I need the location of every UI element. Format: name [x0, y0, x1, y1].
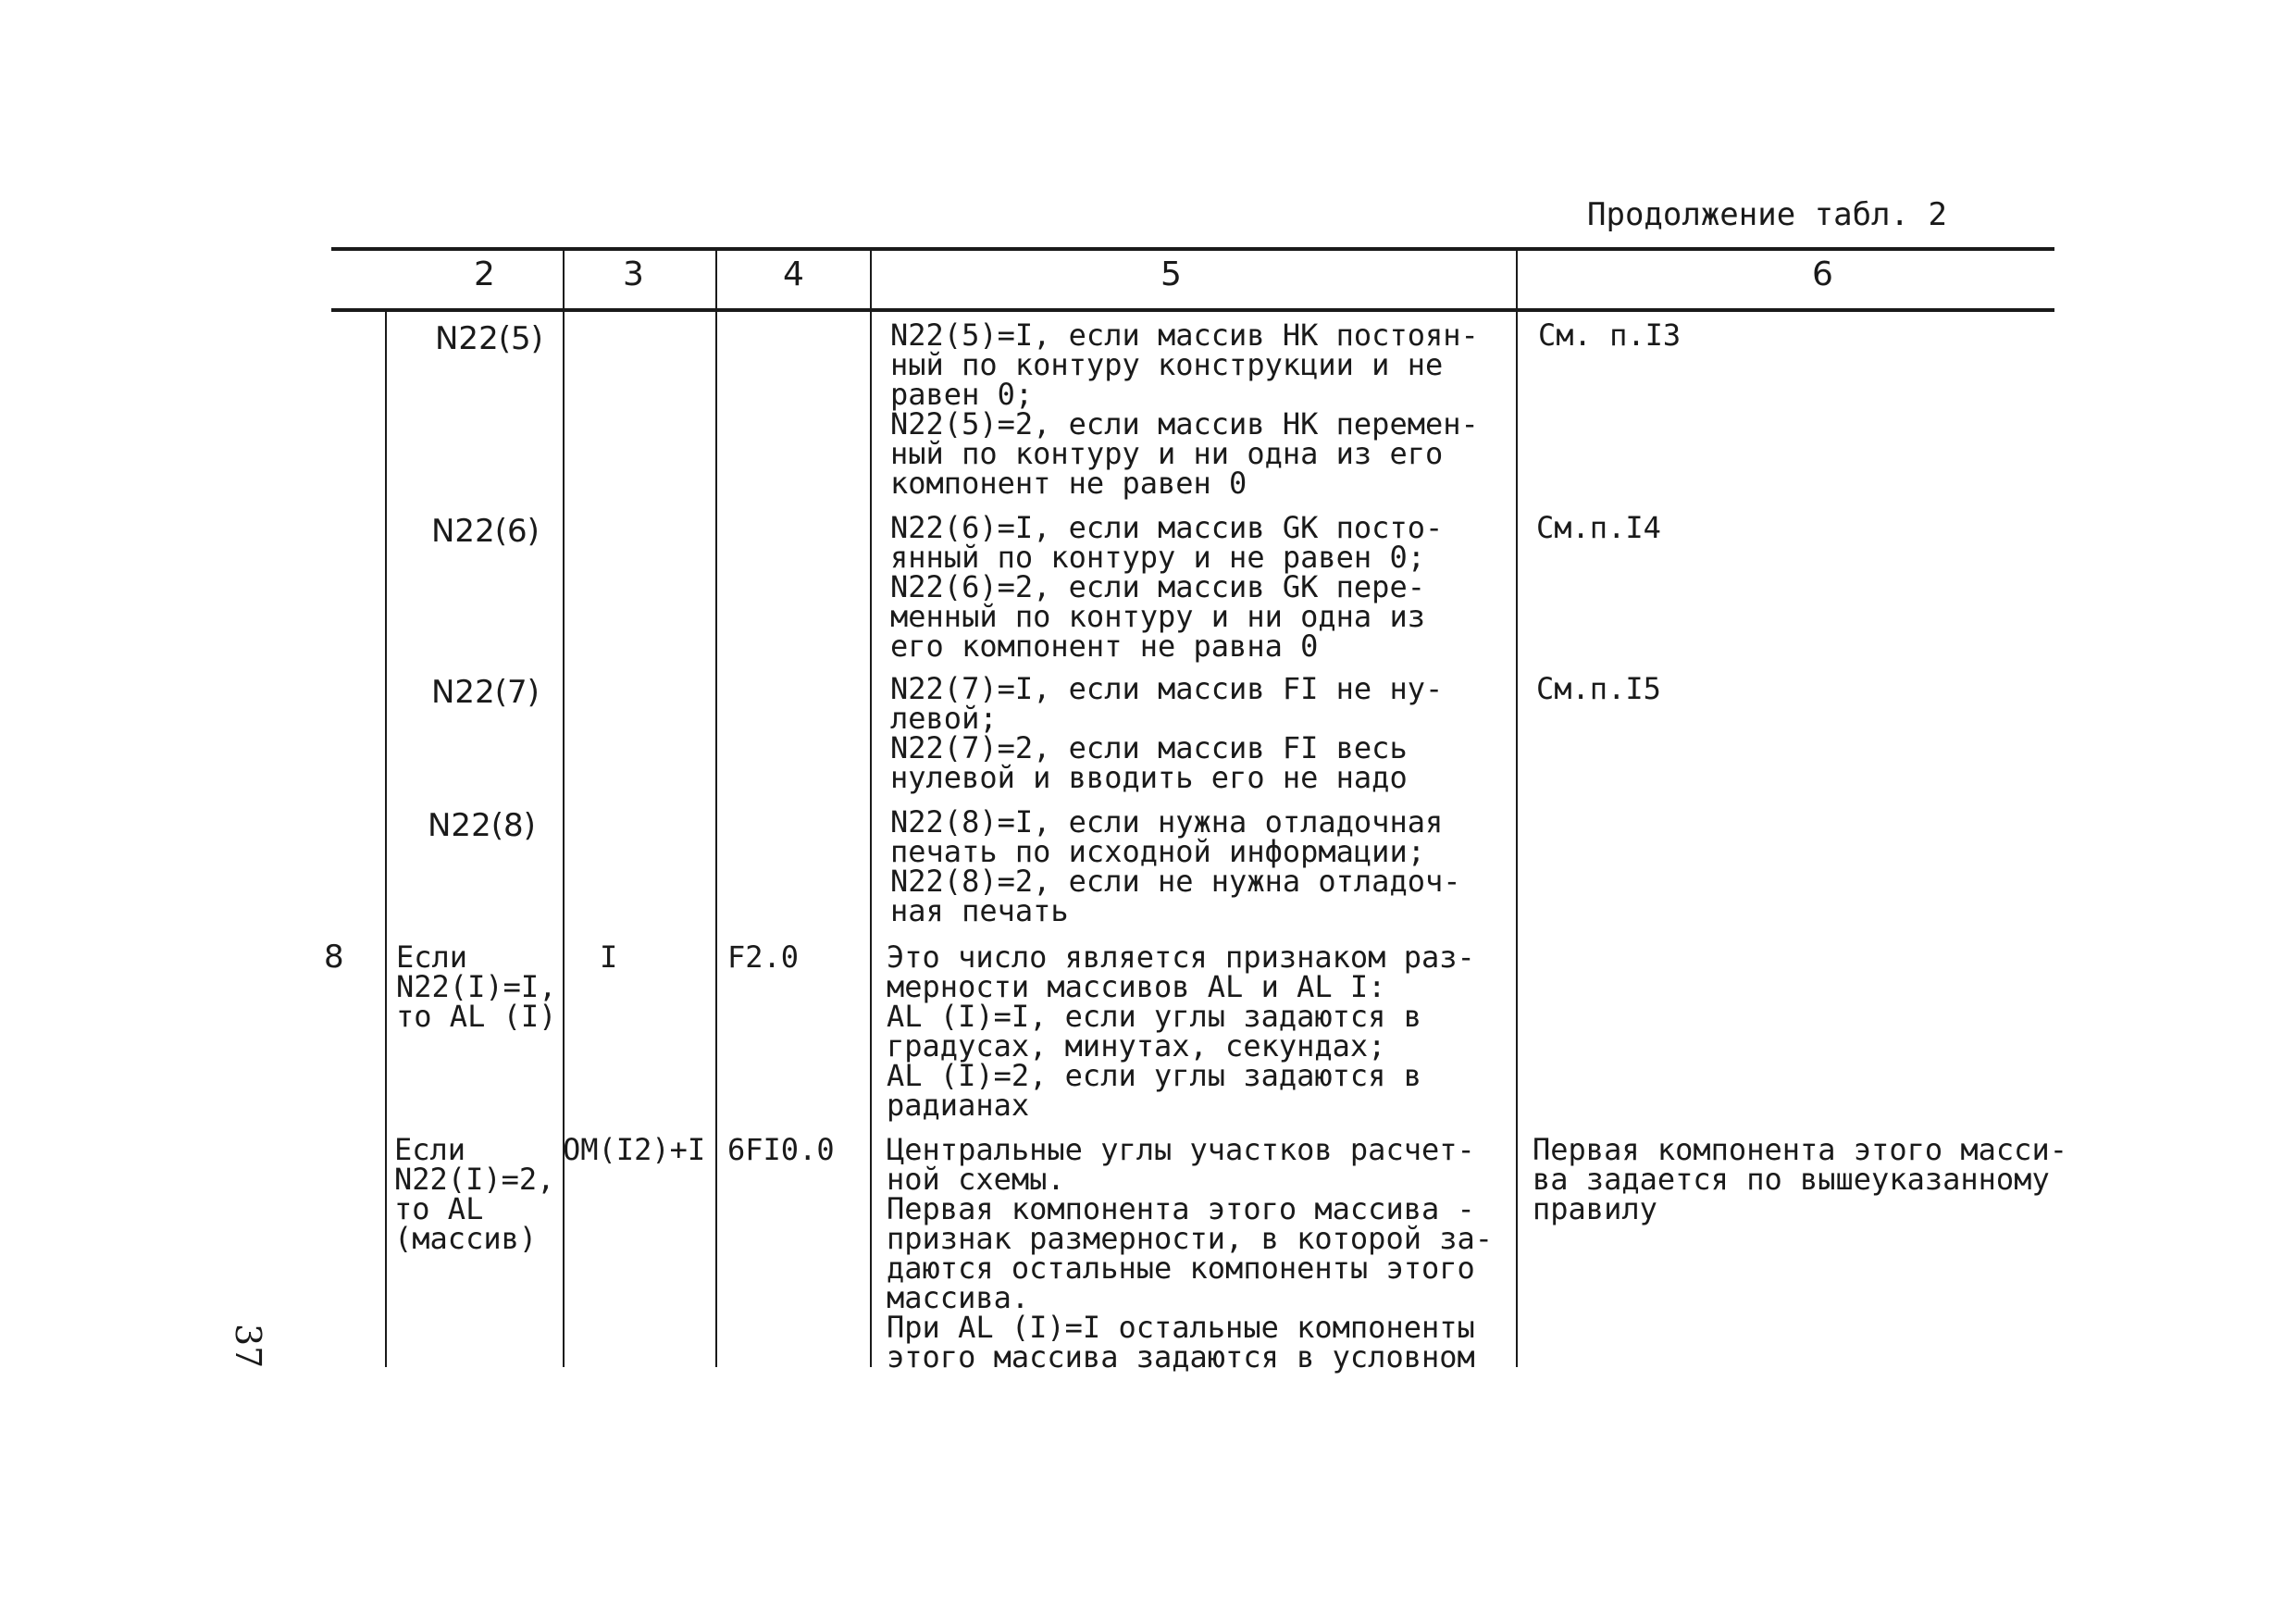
col-divider-3-4: [715, 251, 717, 1367]
col-divider-2-3: [563, 251, 565, 1367]
col-divider-5-6: [1516, 251, 1518, 1367]
row-8-format: F2.0: [727, 939, 800, 975]
row-al-array-param: Если N22(I)=2, то AL (массив): [394, 1132, 555, 1256]
row-8-description: Это число является признаком раз- мерности массивов AL и AL I: AL (I)=I, если углы задаются в градусах, минутах, секундах; AL (I)=2, если углы задаются в радианах: [887, 939, 1475, 1123]
col-divider-4-5: [870, 251, 872, 1367]
row-8-number: 8: [324, 939, 344, 976]
row-n22-8-param: N22(8): [428, 807, 536, 844]
page-number: 37: [228, 1324, 268, 1369]
row-al-array-count: OM(I2)+I: [563, 1132, 706, 1167]
row-8-count: I: [600, 939, 618, 975]
col-header-5: 5: [1160, 255, 1182, 293]
table-top-rule: [331, 247, 2054, 251]
row-n22-6-param: N22(6): [431, 513, 540, 550]
row-al-array-description: Центральные углы участков расчет- ной схемы. Первая компонента этого массива - признак размерности, в которой за- даются остальные компоненты этого массива. При AL (I)=I остальные компоненты этого массива задаются в условном: [887, 1132, 1494, 1374]
row-n22-5-note: См. п.I3: [1538, 317, 1682, 353]
row-n22-7-param: N22(7): [431, 674, 540, 711]
col-header-6: 6: [1812, 255, 1833, 293]
row-n22-5-param: N22(5): [435, 320, 543, 357]
row-8-param: Если N22(I)=I, то AL (I): [396, 939, 557, 1034]
row-n22-7-note: См.п.I5: [1536, 671, 1661, 706]
col-header-3: 3: [623, 255, 644, 293]
row-n22-8-description: N22(8)=I, если нужна отладочная печать по исходной информации; N22(8)=2, если не нужна отладоч- ная печать: [890, 804, 1461, 928]
row-al-array-format: 6FI0.0: [727, 1132, 835, 1167]
row-al-array-note: Первая компонента этого масси- ва задается по вышеуказанному правилу: [1533, 1132, 2067, 1226]
row-n22-5-description: N22(5)=I, если массив НК постоян- ный по контуру конструкции и не равен 0; N22(5)=2, если массив НК перемен- ный по контуру и ни одна из его компонент не равен 0: [890, 317, 1479, 501]
row-n22-7-description: N22(7)=I, если массив FI не ну- левой; N22(7)=2, если массив FI весь нулевой и вводить его не надо: [890, 671, 1444, 795]
header-bottom-rule: [331, 308, 2054, 312]
col-header-4: 4: [783, 255, 804, 293]
col-divider-2-left: [385, 312, 387, 1367]
table-caption: Продолжение табл. 2: [1587, 196, 1947, 233]
col-header-2: 2: [474, 255, 495, 293]
row-n22-6-description: N22(6)=I, если массив GK посто- янный по контуру и не равен 0; N22(6)=2, если массив GK пере- менный по контуру и ни одна из его компонент не равна 0: [890, 510, 1444, 664]
row-n22-6-note: См.п.I4: [1536, 510, 1661, 545]
